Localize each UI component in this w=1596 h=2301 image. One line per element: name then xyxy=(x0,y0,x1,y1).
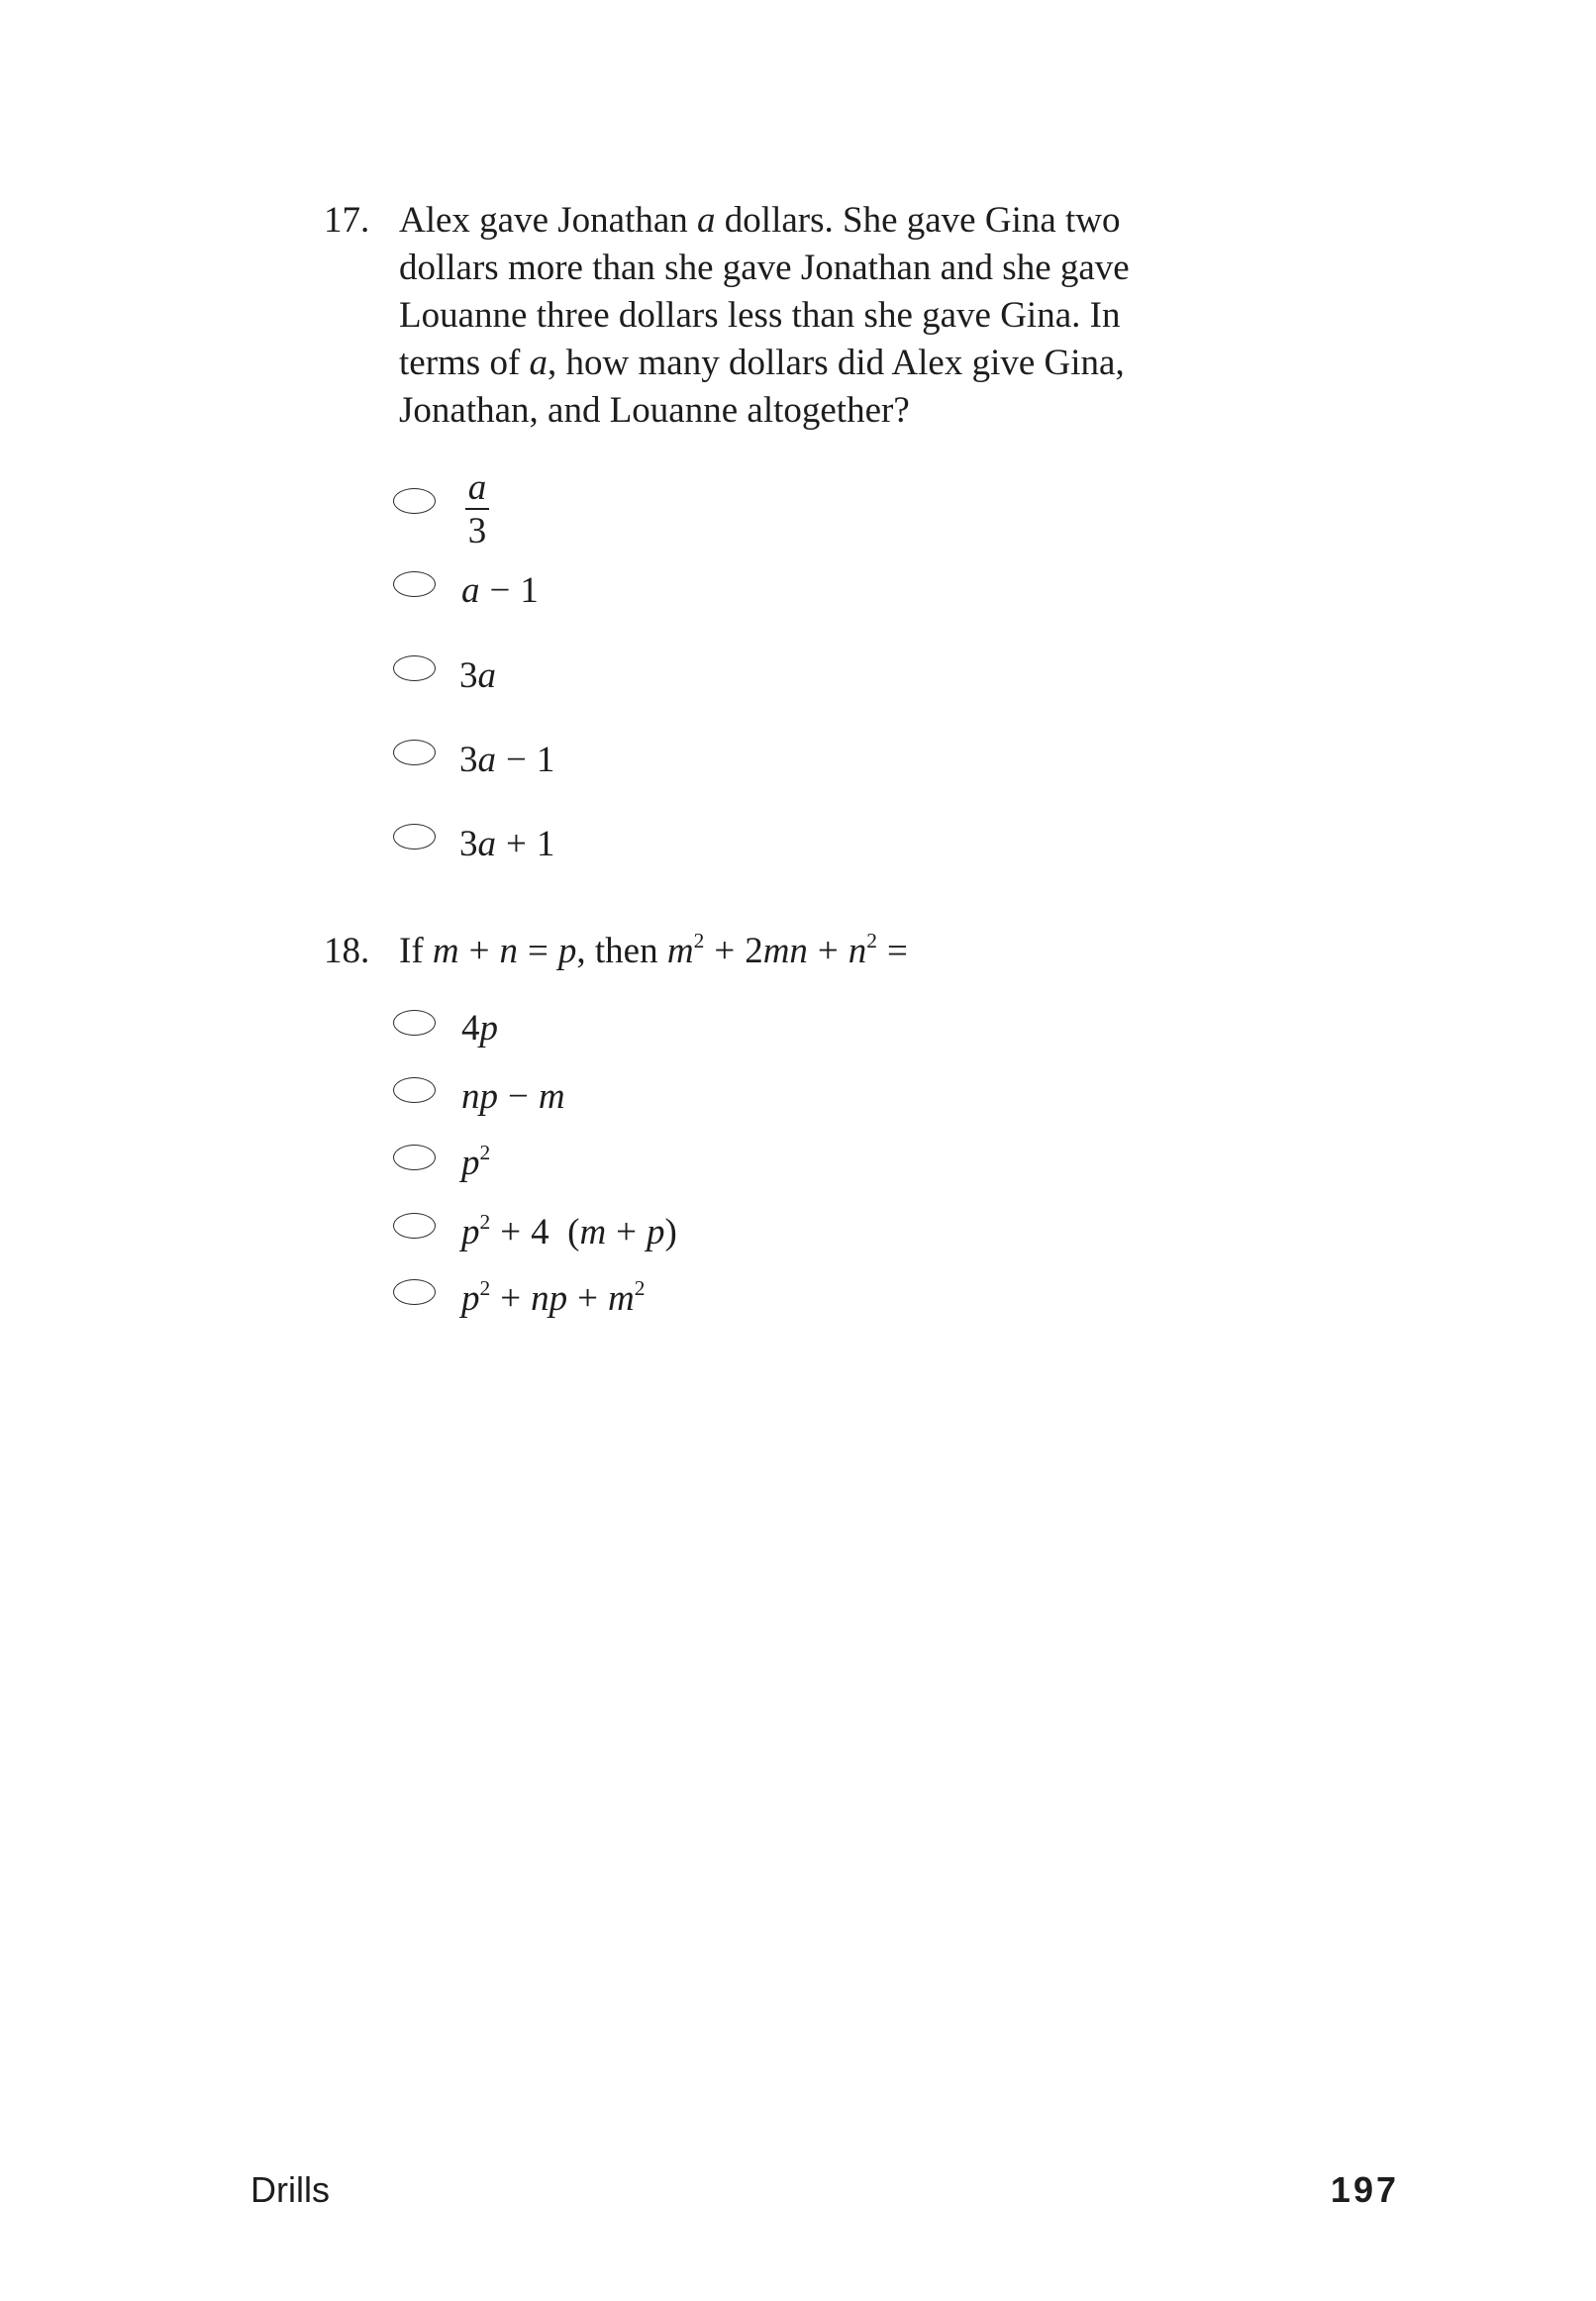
variable: m xyxy=(538,1076,565,1117)
fraction xyxy=(465,469,489,550)
choice-text xyxy=(461,1141,491,1183)
operator: − xyxy=(508,1076,529,1117)
variable: p xyxy=(461,1143,480,1183)
radio-bubble-icon[interactable] xyxy=(393,1213,436,1239)
variable: a xyxy=(477,740,496,780)
question-number: 17. xyxy=(324,200,370,241)
number: 1 xyxy=(536,824,555,864)
operator: + xyxy=(500,1212,522,1252)
paren-open: ( xyxy=(567,1212,580,1252)
number: 1 xyxy=(520,570,539,611)
operator: + xyxy=(616,1212,638,1252)
number: 3 xyxy=(459,740,478,780)
fraction-numerator: a xyxy=(467,467,487,508)
operator: + xyxy=(577,1278,598,1319)
choice-text xyxy=(459,657,496,694)
variable: p xyxy=(461,1278,480,1319)
number: 4 xyxy=(531,1212,549,1252)
variable: a xyxy=(477,824,496,864)
text: , how many dollars did Alex give Gina, xyxy=(548,343,1125,383)
variable: m xyxy=(579,1212,607,1252)
choice-text xyxy=(461,1078,565,1115)
operator: = xyxy=(528,931,549,971)
text: terms of xyxy=(399,343,530,383)
choice-text xyxy=(461,1210,677,1252)
paren-close: ) xyxy=(664,1212,677,1252)
question-number: 18. xyxy=(324,931,370,971)
choice-text xyxy=(461,572,539,609)
variable: p xyxy=(479,1008,498,1049)
page-number: 197 xyxy=(1330,2169,1399,2210)
number: 4 xyxy=(461,1008,480,1049)
choice-text xyxy=(459,826,554,862)
question-stem xyxy=(399,928,918,979)
operator: + xyxy=(500,1278,522,1319)
radio-bubble-icon[interactable] xyxy=(393,1077,436,1103)
fraction-bar xyxy=(465,508,489,510)
exponent: 2 xyxy=(479,1276,491,1300)
variable-a: a xyxy=(529,343,549,383)
operator: − xyxy=(506,740,527,780)
question-text-line: Louanne three dollars less than she gave Gina. In xyxy=(399,295,1121,336)
operator: = xyxy=(887,931,908,971)
choice-text xyxy=(461,1276,646,1319)
operator: + xyxy=(714,931,736,971)
question-text-line xyxy=(399,340,1125,387)
question-text-line: Jonathan, and Louanne altogether? xyxy=(399,390,910,431)
variable: a xyxy=(477,655,496,696)
operator: + xyxy=(817,931,839,971)
number: 3 xyxy=(459,824,478,864)
question-text-line: dollars more than she gave Jonathan and she gave xyxy=(399,248,1130,288)
variable: m xyxy=(666,931,694,971)
variable: n xyxy=(848,931,867,971)
exponent: 2 xyxy=(479,1141,491,1164)
radio-bubble-icon[interactable] xyxy=(393,1010,436,1036)
radio-bubble-icon[interactable] xyxy=(393,1145,436,1170)
operator: + xyxy=(506,824,527,864)
variable: a xyxy=(461,570,480,611)
variable: np xyxy=(461,1076,498,1117)
number: 1 xyxy=(536,740,555,780)
variable: np xyxy=(531,1278,568,1319)
exponent: 2 xyxy=(479,1210,491,1234)
variable: n xyxy=(499,931,519,971)
radio-bubble-icon[interactable] xyxy=(393,571,436,597)
footer-section-title: Drills xyxy=(250,2169,330,2210)
variable-a: a xyxy=(697,200,716,241)
text: , then xyxy=(576,931,658,971)
variable: m xyxy=(432,931,459,971)
number: 2 xyxy=(745,931,763,971)
text: dollars. She gave Gina two xyxy=(715,200,1121,241)
radio-bubble-icon[interactable] xyxy=(393,740,436,765)
operator: − xyxy=(489,570,511,611)
radio-bubble-icon[interactable] xyxy=(393,824,436,850)
number: 3 xyxy=(459,655,478,696)
variable: p xyxy=(647,1212,665,1252)
choice-text xyxy=(459,742,554,778)
radio-bubble-icon[interactable] xyxy=(393,1279,436,1305)
exponent: 2 xyxy=(634,1276,646,1300)
variable: p xyxy=(557,931,577,971)
choice-text xyxy=(461,1010,498,1047)
exponent: 2 xyxy=(693,929,705,952)
operator: + xyxy=(468,931,490,971)
variable: mn xyxy=(762,931,808,971)
exponent: 2 xyxy=(866,929,878,952)
variable: m xyxy=(607,1278,635,1319)
question-text-line xyxy=(399,197,1121,245)
fraction-denominator: 3 xyxy=(467,511,487,551)
variable: p xyxy=(461,1212,480,1252)
text: Alex gave Jonathan xyxy=(399,200,698,241)
text: If xyxy=(399,931,424,971)
radio-bubble-icon[interactable] xyxy=(393,488,436,514)
radio-bubble-icon[interactable] xyxy=(393,655,436,681)
